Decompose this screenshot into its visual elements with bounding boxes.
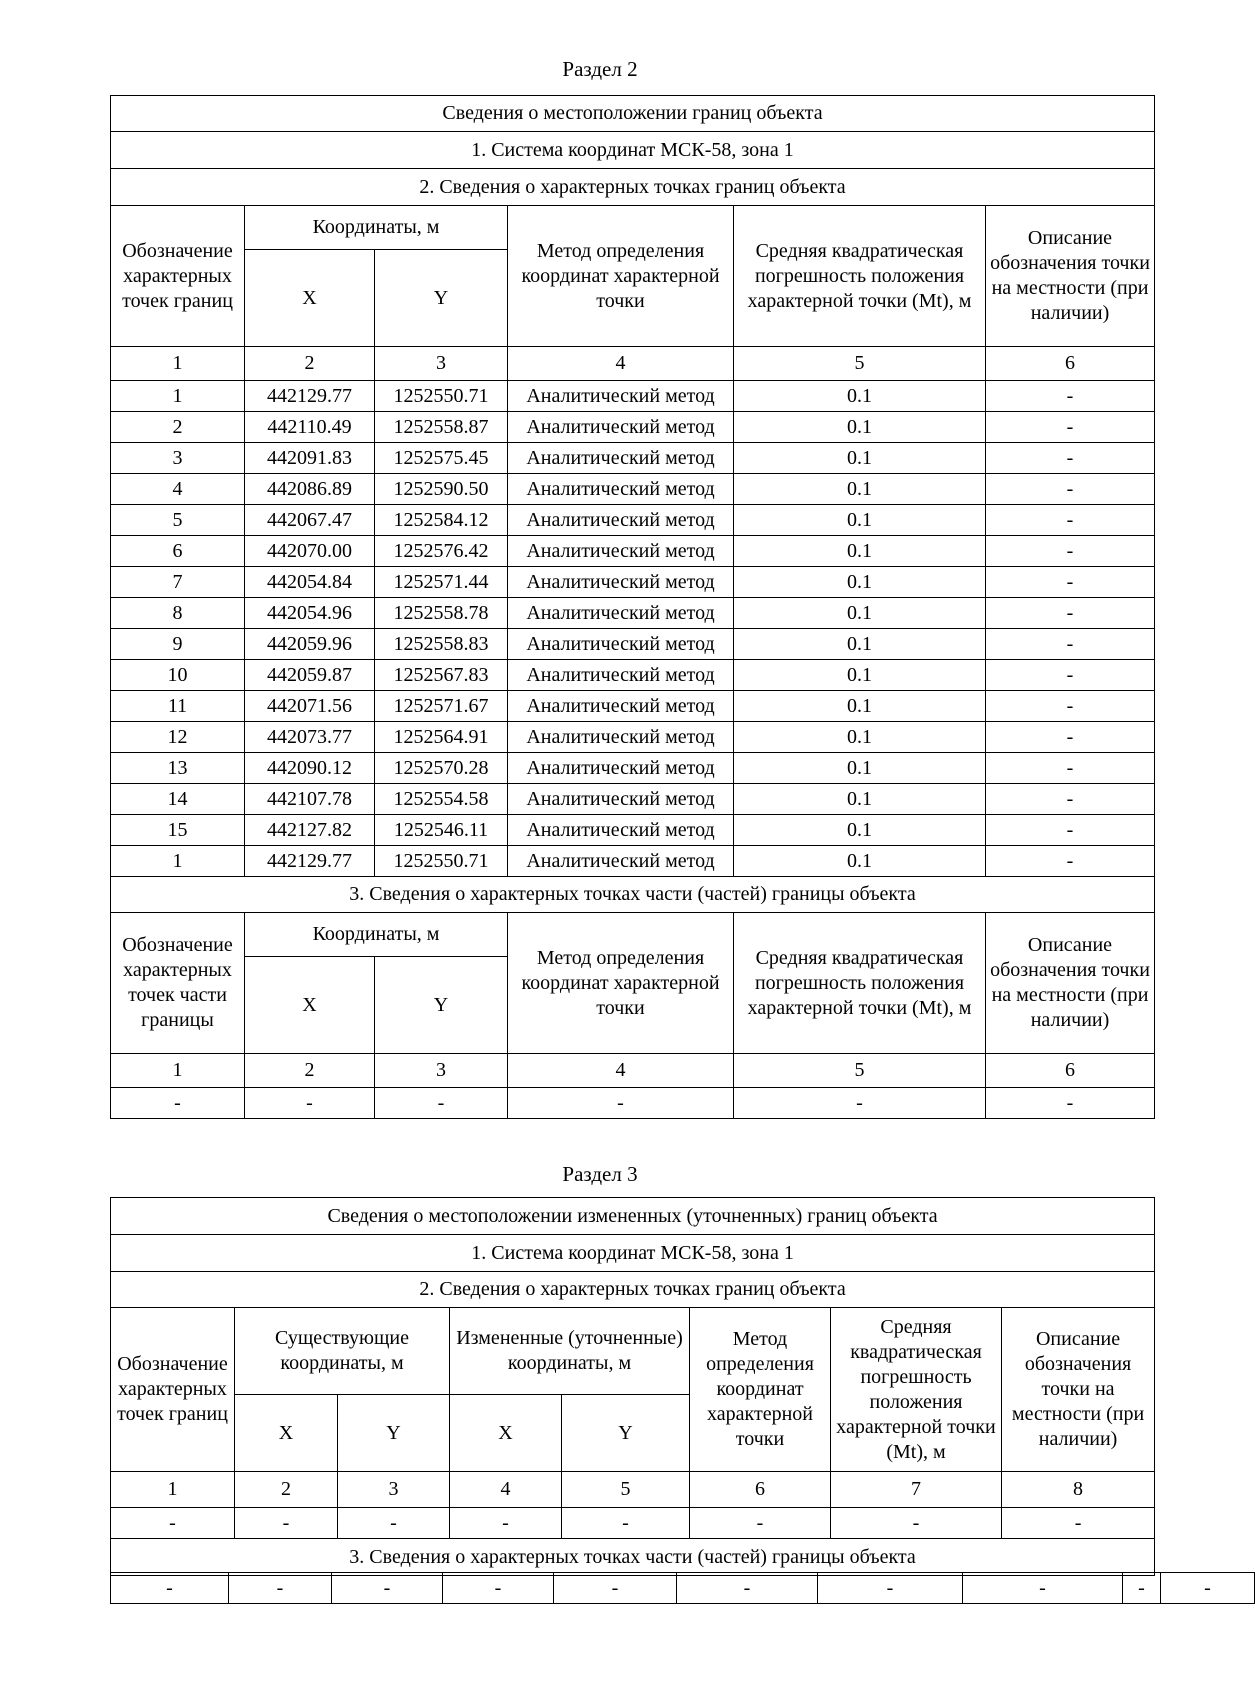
table-cell: 1252546.11 xyxy=(375,815,508,846)
header-y: Y xyxy=(562,1395,690,1472)
table-cell: 442070.00 xyxy=(245,536,375,567)
table-row xyxy=(111,722,1155,753)
table-cell: 0.1 xyxy=(734,753,986,784)
table-cell: 1252554.58 xyxy=(375,784,508,815)
table-cell: Аналитический метод xyxy=(508,474,734,505)
table-cell: 442059.96 xyxy=(245,629,375,660)
table-cell: - xyxy=(443,1573,554,1604)
table-cell: - xyxy=(986,691,1155,722)
table-cell: 442059.87 xyxy=(245,660,375,691)
table-cell: - xyxy=(986,846,1155,877)
column-number: 5 xyxy=(562,1472,690,1508)
section3-table xyxy=(110,1197,1155,1576)
points-table-body xyxy=(111,381,1155,877)
header-designation: Обозначение характерных точек части границы xyxy=(111,913,245,1054)
table-cell: Аналитический метод xyxy=(508,598,734,629)
section3-part-table xyxy=(110,1572,1255,1604)
table-cell: - xyxy=(831,1508,1002,1539)
table-cell: 1252576.42 xyxy=(375,536,508,567)
table-cell: 0.1 xyxy=(734,598,986,629)
table-cell: 1252550.71 xyxy=(375,381,508,412)
header-y: Y xyxy=(375,250,508,347)
table-cell: 442054.84 xyxy=(245,567,375,598)
table-cell: - xyxy=(986,474,1155,505)
table-title: Сведения о местоположении границ объекта xyxy=(111,96,1155,132)
table-cell: 2 xyxy=(111,412,245,443)
header-error: Средняя квадратическая погрешность положения характерной точки (Mt), м xyxy=(734,913,986,1054)
table-cell: 0.1 xyxy=(734,381,986,412)
table-cell: 0.1 xyxy=(734,722,986,753)
header-coords: Координаты, м xyxy=(245,913,508,957)
header-designation: Обозначение характерных точек границ xyxy=(111,206,245,347)
table-row xyxy=(111,629,1155,660)
section2-title: Раздел 2 xyxy=(562,57,638,81)
header-method: Метод определения координат характерной точки xyxy=(508,913,734,1054)
table-cell: 1252550.71 xyxy=(375,846,508,877)
table-cell: - xyxy=(986,381,1155,412)
column-number: 4 xyxy=(508,347,734,381)
table-cell: - xyxy=(229,1573,332,1604)
column-number: 3 xyxy=(375,1054,508,1088)
table-cell: - xyxy=(235,1508,338,1539)
column-numbers xyxy=(111,1054,1155,1088)
table-cell: 1252575.45 xyxy=(375,443,508,474)
table-cell: 1 xyxy=(111,846,245,877)
table-cell: - xyxy=(986,629,1155,660)
table-row xyxy=(111,691,1155,722)
table-cell: Аналитический метод xyxy=(508,784,734,815)
table-cell: Аналитический метод xyxy=(508,660,734,691)
table-cell: - xyxy=(1161,1573,1255,1604)
table-title: Сведения о местоположении измененных (уточненных) границ объекта xyxy=(111,1198,1155,1235)
header-description: Описание обозначения точки на местности (при наличии) xyxy=(986,913,1155,1054)
table-cell: 14 xyxy=(111,784,245,815)
header-coords: Координаты, м xyxy=(245,206,508,250)
table-row xyxy=(111,443,1155,474)
header-x: X xyxy=(450,1395,562,1472)
column-number: 2 xyxy=(245,1054,375,1088)
table-cell: 0.1 xyxy=(734,567,986,598)
header-error: Средняя квадратическая погрешность положения характерной точки (Mt), м xyxy=(734,206,986,347)
table-row xyxy=(111,815,1155,846)
table-cell: Аналитический метод xyxy=(508,846,734,877)
coord-system: 1. Система координат МСК-58, зона 1 xyxy=(111,1235,1155,1272)
header-y: Y xyxy=(375,957,508,1054)
table-cell: - xyxy=(963,1573,1123,1604)
table-cell: 1252571.44 xyxy=(375,567,508,598)
table-cell: Аналитический метод xyxy=(508,412,734,443)
points-table-body xyxy=(111,1508,1155,1539)
table-cell: Аналитический метод xyxy=(508,629,734,660)
table-cell: 1252590.50 xyxy=(375,474,508,505)
part-points-table-body xyxy=(111,1573,1255,1604)
table-cell: 3 xyxy=(111,443,245,474)
table-cell: 1 xyxy=(111,381,245,412)
table-cell: - xyxy=(986,660,1155,691)
table-cell: 442127.82 xyxy=(245,815,375,846)
table-cell: Аналитический метод xyxy=(508,815,734,846)
section2-table xyxy=(110,95,1155,1119)
table-cell: - xyxy=(986,784,1155,815)
table-cell: 9 xyxy=(111,629,245,660)
table-cell: 442129.77 xyxy=(245,381,375,412)
table-cell: 442107.78 xyxy=(245,784,375,815)
table-cell: - xyxy=(986,567,1155,598)
header-y: Y xyxy=(338,1395,450,1472)
table-cell: - xyxy=(375,1088,508,1119)
header-description: Описание обозначения точки на местности (при наличии) xyxy=(1002,1308,1155,1472)
table-cell: 0.1 xyxy=(734,474,986,505)
table-row xyxy=(111,412,1155,443)
table-cell: - xyxy=(690,1508,831,1539)
column-numbers xyxy=(111,1472,1155,1508)
table-cell: Аналитический метод xyxy=(508,691,734,722)
table-cell: - xyxy=(1002,1508,1155,1539)
column-numbers xyxy=(111,347,1155,381)
header-method: Метод определения координат характерной точки xyxy=(508,206,734,347)
table-row xyxy=(111,1508,1155,1539)
column-number: 6 xyxy=(986,347,1155,381)
table-cell: 15 xyxy=(111,815,245,846)
subsection-title: 3. Сведения о характерных точках части (частей) границы объекта xyxy=(111,1539,1155,1576)
table-cell: - xyxy=(562,1508,690,1539)
table-cell: 13 xyxy=(111,753,245,784)
header-changed-coords: Измененные (уточненные) координаты, м xyxy=(450,1308,690,1395)
table-cell: - xyxy=(986,722,1155,753)
header-description: Описание обозначения точки на местности (при наличии) xyxy=(986,206,1155,347)
column-number: 4 xyxy=(450,1472,562,1508)
table-cell: 6 xyxy=(111,536,245,567)
table-cell: 11 xyxy=(111,691,245,722)
table-cell: Аналитический метод xyxy=(508,536,734,567)
table-cell: 0.1 xyxy=(734,412,986,443)
table-cell: 1252558.78 xyxy=(375,598,508,629)
table-cell: Аналитический метод xyxy=(508,381,734,412)
table-cell: - xyxy=(450,1508,562,1539)
table-cell: 10 xyxy=(111,660,245,691)
column-number: 5 xyxy=(734,347,986,381)
table-row xyxy=(111,598,1155,629)
table-cell: - xyxy=(986,1088,1155,1119)
table-cell: 0.1 xyxy=(734,691,986,722)
table-cell: Аналитический метод xyxy=(508,722,734,753)
table-row xyxy=(111,784,1155,815)
table-cell: - xyxy=(986,815,1155,846)
table-cell: 0.1 xyxy=(734,443,986,474)
table-cell: - xyxy=(986,598,1155,629)
subsection-title: 3. Сведения о характерных точках части (частей) границы объекта xyxy=(111,877,1155,913)
table-cell: 442110.49 xyxy=(245,412,375,443)
table-cell: 12 xyxy=(111,722,245,753)
table-cell: 0.1 xyxy=(734,846,986,877)
table-cell: 0.1 xyxy=(734,660,986,691)
header-x: X xyxy=(235,1395,338,1472)
table-cell: - xyxy=(508,1088,734,1119)
column-number: 3 xyxy=(338,1472,450,1508)
column-number: 1 xyxy=(111,1054,245,1088)
table-row xyxy=(111,846,1155,877)
column-number: 1 xyxy=(111,1472,235,1508)
subsection-title: 2. Сведения о характерных точках границ объекта xyxy=(111,169,1155,206)
table-cell: 0.1 xyxy=(734,815,986,846)
column-number-row xyxy=(111,1472,1155,1508)
table-cell: - xyxy=(986,505,1155,536)
column-number-row xyxy=(111,347,1155,381)
table-cell: 0.1 xyxy=(734,536,986,567)
table-cell: Аналитический метод xyxy=(508,443,734,474)
table-cell: - xyxy=(986,443,1155,474)
column-number: 2 xyxy=(245,347,375,381)
table-row xyxy=(111,1573,1255,1604)
table-cell: - xyxy=(554,1573,677,1604)
table-cell: 5 xyxy=(111,505,245,536)
column-number: 4 xyxy=(508,1054,734,1088)
table-cell: Аналитический метод xyxy=(508,505,734,536)
table-cell: - xyxy=(1123,1573,1161,1604)
table-cell: 0.1 xyxy=(734,629,986,660)
subsection-title: 2. Сведения о характерных точках границ объекта xyxy=(111,1272,1155,1308)
column-number: 3 xyxy=(375,347,508,381)
header-error: Средняя квадратическая погрешность положения характерной точки (Mt), м xyxy=(831,1308,1002,1472)
table-cell: 1252564.91 xyxy=(375,722,508,753)
table-row xyxy=(111,474,1155,505)
table-cell: - xyxy=(734,1088,986,1119)
column-number: 6 xyxy=(986,1054,1155,1088)
table-cell: 0.1 xyxy=(734,505,986,536)
table-cell: - xyxy=(677,1573,818,1604)
column-number-row xyxy=(111,1054,1155,1088)
table-cell: - xyxy=(986,536,1155,567)
table-cell: 442067.47 xyxy=(245,505,375,536)
table-cell: 442086.89 xyxy=(245,474,375,505)
table-row xyxy=(111,1088,1155,1119)
table-row xyxy=(111,381,1155,412)
column-number: 5 xyxy=(734,1054,986,1088)
table-cell: - xyxy=(986,412,1155,443)
table-cell: - xyxy=(245,1088,375,1119)
table-cell: - xyxy=(986,753,1155,784)
part-points-table-body xyxy=(111,1088,1155,1119)
column-number: 8 xyxy=(1002,1472,1155,1508)
section3-title: Раздел 3 xyxy=(562,1162,638,1186)
table-cell: 8 xyxy=(111,598,245,629)
table-cell: - xyxy=(332,1573,443,1604)
table-cell: 442071.56 xyxy=(245,691,375,722)
table-cell: Аналитический метод xyxy=(508,567,734,598)
table-cell: 442054.96 xyxy=(245,598,375,629)
column-number: 7 xyxy=(831,1472,1002,1508)
table-cell: - xyxy=(111,1088,245,1119)
table-cell: Аналитический метод xyxy=(508,753,734,784)
table-row xyxy=(111,536,1155,567)
coord-system: 1. Система координат МСК-58, зона 1 xyxy=(111,132,1155,169)
table-cell: 442129.77 xyxy=(245,846,375,877)
table-cell: - xyxy=(818,1573,963,1604)
table-cell: 0.1 xyxy=(734,784,986,815)
table-cell: 442090.12 xyxy=(245,753,375,784)
column-number: 6 xyxy=(690,1472,831,1508)
column-number: 2 xyxy=(235,1472,338,1508)
table-cell: 1252558.83 xyxy=(375,629,508,660)
table-cell: 1252584.12 xyxy=(375,505,508,536)
column-number: 1 xyxy=(111,347,245,381)
table-cell: - xyxy=(338,1508,450,1539)
table-row xyxy=(111,505,1155,536)
header-existing-coords: Существующие координаты, м xyxy=(235,1308,450,1395)
table-cell: 1252571.67 xyxy=(375,691,508,722)
table-row xyxy=(111,660,1155,691)
table-row xyxy=(111,567,1155,598)
header-x: X xyxy=(245,957,375,1054)
table-cell: 1252567.83 xyxy=(375,660,508,691)
table-cell: 1252570.28 xyxy=(375,753,508,784)
header-method: Метод определения координат характерной точки xyxy=(690,1308,831,1472)
table-row xyxy=(111,753,1155,784)
table-cell: 7 xyxy=(111,567,245,598)
table-cell: - xyxy=(111,1508,235,1539)
table-cell: 442073.77 xyxy=(245,722,375,753)
table-cell: 442091.83 xyxy=(245,443,375,474)
header-designation: Обозначение характерных точек границ xyxy=(111,1308,235,1472)
table-cell: - xyxy=(111,1573,229,1604)
header-x: X xyxy=(245,250,375,347)
table-cell: 4 xyxy=(111,474,245,505)
table-cell: 1252558.87 xyxy=(375,412,508,443)
